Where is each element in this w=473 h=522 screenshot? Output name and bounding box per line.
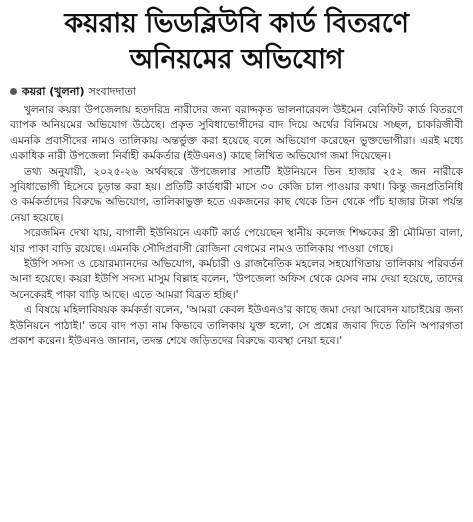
byline — [10, 84, 463, 99]
paragraph: ইউপি সদস্য ও চেয়ারম্যানদের অভিযোগ, কর্মচারী ও রাজনৈতিক মহলের সহযোগিতায় তালিকায় পরিবর্তন আনা হয়েছে। কয়রা ইউপি সদস্য মাসুম বিল্লাহ বলেন, 'উপজেলা অফিস থেকে যেসব নাম দেয়া হয়েছে, তাদের অনেকেরই পাকা বাড়ি আছে। এতে আমরা বিব্রত হচ্ছি।' — [10, 258, 463, 301]
headline-line-1: কয়রায় ভিডব্লিউবি কার্ড বিতরণে — [64, 8, 409, 39]
paragraph: তথ্য অনুযায়ী, ২০২৫-২৬ অর্থবছরে উপজেলার সাতটি ইউনিয়নে তিন হাজার ২৫২ জন নারীকে সুবিধাভোগী হিসেবে চূড়ান্ত করা হয়। প্রতিটি কার্ডধারী মাসে ৩০ কেজি চাল পাওয়ার কথা। কিন্তু জনপ্রতিনিধি ও কর্মকর্তাদের বিরুদ্ধে অভিযোগ, তালিকাভুক্ত হতে একজনের কাছ থেকে তিন থেকে পাঁচ হাজার টাকা পর্যন্ত নেয়া হয়েছে। — [10, 165, 463, 224]
bullet-dot-icon — [10, 88, 17, 95]
headline — [10, 6, 463, 78]
headline-line-2: অনিয়মের অভিযোগ — [129, 44, 344, 75]
article-body — [10, 103, 463, 350]
paragraph: সরেজমিন দেখা যায়, বাগালী ইউনিয়নে একটি কার্ড পেয়েছেন স্থানীয় কলেজ শিক্ষকের স্ত্রী মৌমিতা বালা, যার পাকা বাড়ি রয়েছে। এমনকি সৌদিপ্রবাসী রোজিনা বেগমের নামও তালিকায় পাওয়া গেছে। — [10, 227, 463, 255]
byline-reporter: সংবাদদাতা — [88, 85, 136, 98]
paragraph: এ বিষয়ে মহিলাবিষয়ক কর্মকর্তা বলেন, 'আমরা কেবল ইউএনও'র কাছে জমা দেয়া আবেদন যাচাইয়ের জন্য ইউনিয়নে পাঠাই।' তবে বাদ পড়া নাম কিভাবে তালিকায় যুক্ত হলো, সে প্রশ্নের জবাব দিতে তিনি অপারগতা প্রকাশ করেন। ইউএনও জানান, তদন্ত শেষে জড়িতদের বিরুদ্ধে ব্যবস্থা নেয়া হবে।' — [10, 304, 463, 348]
byline-place: কয়রা (খুলনা) — [22, 85, 85, 98]
paragraph: খুলনার কয়রা উপজেলায় হতদরিদ্র নারীদের জন্য বরাদ্দকৃত ভালনারেবল উইমেন বেনিফিট কার্ড বিতরণে ব্যাপক অনিয়মের অভিযোগ উঠেছে। প্রকৃত সুবিধাভোগীদের বাদ দিয়ে অর্থের বিনিময়ে সচ্ছল, চাকরিজীবী এমনকি প্রবাসীদের নামও তালিকায় অন্তর্ভুক্ত করা হয়েছে বলে অভিযোগ করেছেন ভুক্তভোগীরা। এরই মধ্যে একাধিক নারী উপজেলা নির্বাহী কর্মকর্তার (ইউএনও) কাছে লিখিত অভিযোগ জমা দিয়েছেন। — [10, 104, 463, 163]
